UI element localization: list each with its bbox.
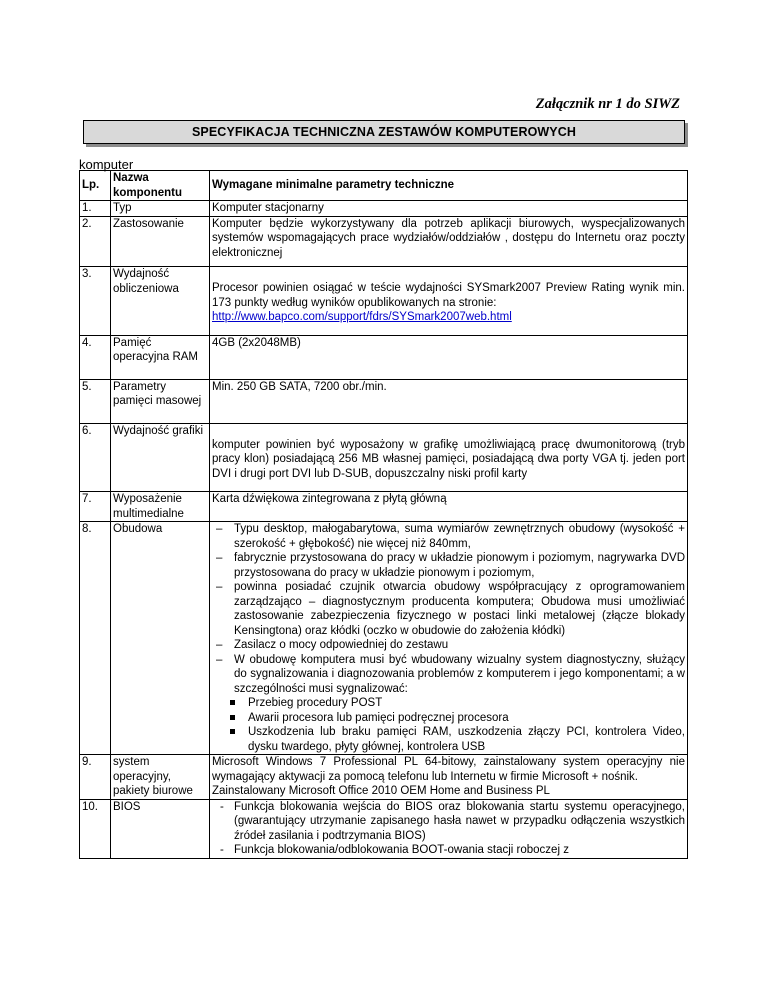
office-text: Zainstalowany Microsoft Office 2010 OEM Home and Business PL xyxy=(212,785,550,797)
row-param: Komputer stacjonarny xyxy=(210,201,688,217)
row-name: Typ xyxy=(111,201,210,217)
bapco-link[interactable]: http://www.bapco.com/support/fdrs/SYSmark2007web.html xyxy=(212,311,512,323)
table-row xyxy=(80,267,688,336)
attachment-label: Załącznik nr 1 do SIWZ xyxy=(535,96,680,112)
row-param: 4GB (2x2048MB) xyxy=(210,335,688,379)
table-row xyxy=(80,379,688,423)
table-row xyxy=(80,522,688,755)
row-param xyxy=(210,522,688,755)
row-lp: 3. xyxy=(80,267,111,336)
row-lp: 2. xyxy=(80,216,111,267)
row-param: Min. 250 GB SATA, 7200 obr./min. xyxy=(210,379,688,423)
row-lp: 7. xyxy=(80,492,111,522)
os-text: Microsoft Windows 7 Professional PL 64-bitowy, zainstalowany system operacyjny nie wymagający aktywacji za pomocą telefonu lub Internetu w firmie Microsoft + nośnik. xyxy=(212,756,685,783)
table-row xyxy=(80,216,688,267)
row-param: Komputer będzie wykorzystywany dla potrzeb aplikacji biurowych, wyspecjalizowanych systemów wspomagających prace wydziałów/oddziałów , dostępu do Internetu oraz poczty elektronicznej xyxy=(210,216,688,267)
row-param: Karta dźwiękowa zintegrowana z płytą główną xyxy=(210,492,688,522)
row-param xyxy=(210,267,688,336)
row-param xyxy=(210,755,688,800)
row-name: system operacyjny, pakiety biurowe xyxy=(111,755,210,800)
list-item: – W obudowę komputera musi być wbudowany wizualny system diagnostyczny, służący do sygnalizowania i diagnozowania problemów z komputerem i jego komponentami; a w szczególności musi sygnalizować: xyxy=(234,653,685,697)
document-title: SPECYFIKACJA TECHNICZNA ZESTAWÓW KOMPUTEROWYCH xyxy=(192,125,576,139)
row-name: Parametry pamięci masowej xyxy=(111,379,210,423)
specification-table xyxy=(79,170,688,859)
housing-list xyxy=(212,522,685,696)
list-item: - Funkcja blokowania/odblokowania BOOT-owania stacji roboczej z xyxy=(234,843,685,858)
table-row xyxy=(80,335,688,379)
table-row xyxy=(80,201,688,217)
section-subtitle: komputer xyxy=(79,157,134,172)
list-item: – powinna posiadać czujnik otwarcia obudowy współpracujący z oprogramowaniem zarządzająco – diagnostycznym producenta komputera; Obudowa musi umożliwiać zastosowanie zabezpieczenia fizycznego w postaci linki metalowej (złącze blokady Kensingtona) oraz kłódki (oczko w obudowie do założenia kłódki) xyxy=(234,580,685,638)
row-lp: 1. xyxy=(80,201,111,217)
table-header-row xyxy=(80,171,688,201)
list-item: – Zasilacz o mocy odpowiedniej do zestawu xyxy=(234,638,685,653)
row-name: Pamięć operacyjna RAM xyxy=(111,335,210,379)
list-item: Uszkodzenia lub braku pamięci RAM, uszkodzenia złączy PCI, kontrolera Video, dysku twardego, płyty głównej, kontrolera USB xyxy=(248,726,685,753)
row-name: BIOS xyxy=(111,799,210,858)
header-name: Nazwa komponentu xyxy=(111,171,210,201)
table-row xyxy=(80,755,688,800)
list-item: Przebieg procedury POST xyxy=(248,696,685,711)
diagnostic-list xyxy=(212,696,685,754)
table-row xyxy=(80,799,688,858)
row-lp: 9. xyxy=(80,755,111,800)
list-item: – Typu desktop, małogabarytowa, suma wymiarów zewnętrznych obudowy (wysokość + szerokość + głębokość) nie więcej niż 840mm, xyxy=(234,522,685,551)
list-item: – fabrycznie przystosowana do pracy w układzie pionowym i poziomym, nagrywarka DVD przystosowana do pracy w układzie pionowym i poziomym, xyxy=(234,551,685,580)
document-title-box xyxy=(83,120,685,144)
header-param: Wymagane minimalne parametry techniczne xyxy=(210,171,688,201)
bios-list xyxy=(212,800,685,858)
row-lp: 4. xyxy=(80,335,111,379)
row-lp: 8. xyxy=(80,522,111,755)
table-row xyxy=(80,492,688,522)
row-name: Wyposażenie multimedialne xyxy=(111,492,210,522)
header-lp: Lp. xyxy=(80,171,111,201)
row-lp: 10. xyxy=(80,799,111,858)
list-item: Awarii procesora lub pamięci podręcznej procesora xyxy=(248,711,685,726)
table-row xyxy=(80,423,688,492)
row-param xyxy=(210,799,688,858)
row-lp: 6. xyxy=(80,423,111,492)
list-item: - Funkcja blokowania wejścia do BIOS oraz blokowania startu systemu operacyjnego, (gwarantujący utrzymanie zapisanego hasła nawet w przypadku odłączenia wszystkich źródeł zasilania i podtrzymania BIOS) xyxy=(234,800,685,844)
row-name: Wydajność grafiki xyxy=(111,423,210,492)
row-param: komputer powinien być wyposażony w grafikę umożliwiającą pracę dwumonitorową (tryb pracy klon) posiadającą 256 MB własnej pamięci, posiadającą dwa porty VGA tj. jeden port DVI i drugi port DVI lub D-SUB, dopuszczalny niski profil karty xyxy=(210,423,688,492)
row-name: Zastosowanie xyxy=(111,216,210,267)
row-name: Obudowa xyxy=(111,522,210,755)
row-name: Wydajność obliczeniowa xyxy=(111,267,210,336)
row-lp: 5. xyxy=(80,379,111,423)
performance-text: Procesor powinien osiągać w teście wydajności SYSmark2007 Preview Rating wynik min. 173 punkty według wyników opublikowanych na stronie: xyxy=(212,282,685,309)
